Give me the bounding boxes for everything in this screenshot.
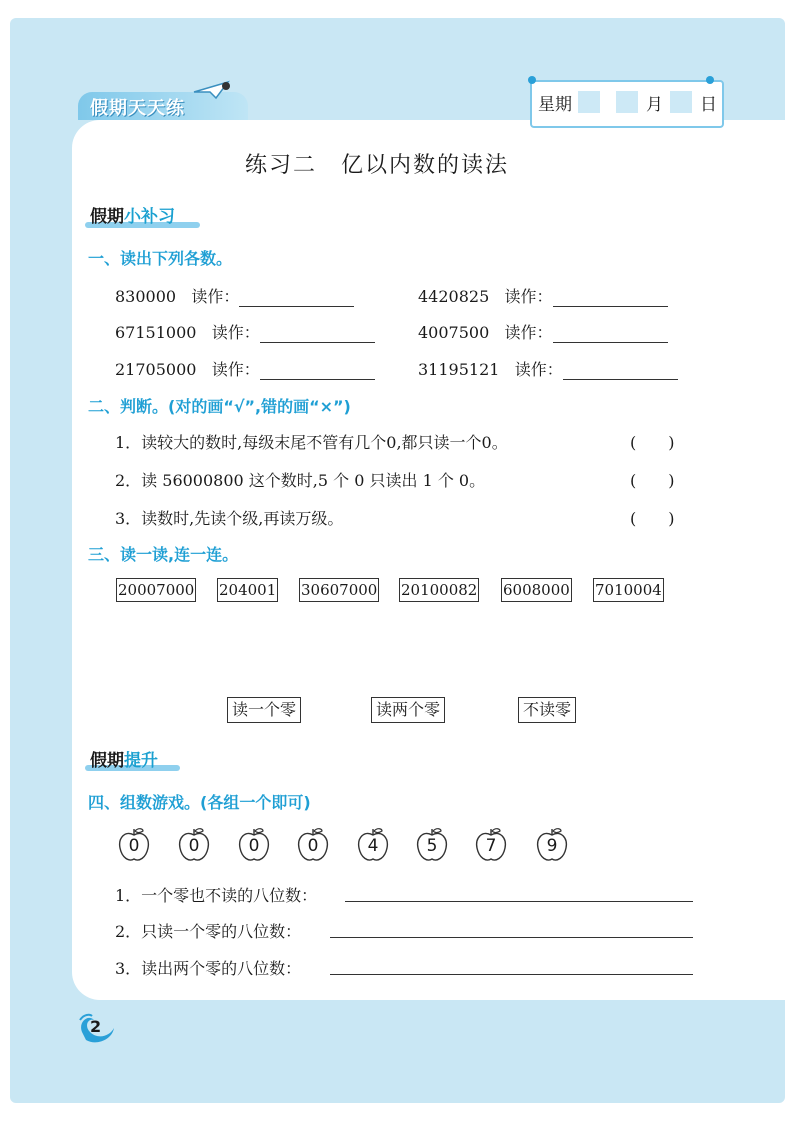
read-label: 读作： (514, 360, 563, 379)
number: 21705000 (115, 360, 197, 379)
read-item (418, 320, 668, 343)
number-box[interactable]: 20100082 (399, 578, 479, 602)
answer-line[interactable] (330, 974, 693, 975)
number: 31195121 (418, 360, 500, 379)
read-label: 读作： (504, 287, 553, 306)
badge-part1: 假期 (90, 751, 124, 771)
question-4-heading: 四、组数游戏。(各组一个即可) (88, 793, 311, 812)
day-field[interactable] (670, 91, 692, 113)
weekday-field[interactable] (578, 91, 600, 113)
read-label: 读作： (211, 323, 260, 342)
reading-box[interactable]: 不读零 (518, 697, 576, 723)
number-box[interactable]: 30607000 (299, 578, 379, 602)
apple-digit: 0 (307, 836, 319, 856)
page-title: 练习二 亿以内数的读法 (245, 153, 510, 178)
pin-icon (528, 76, 536, 84)
answer-paren[interactable]: ( ) (630, 471, 675, 490)
answer-line[interactable] (239, 306, 354, 307)
fill-item: 3．读出两个零的八位数： (115, 959, 302, 978)
answer-line[interactable] (345, 901, 693, 902)
number: 4420825 (418, 287, 490, 306)
answer-line[interactable] (330, 937, 693, 938)
read-item (418, 357, 678, 380)
answer-paren[interactable]: ( ) (630, 509, 675, 528)
answer-line[interactable] (553, 306, 668, 307)
answer-paren[interactable]: ( ) (630, 433, 675, 452)
banner-title: 假期天天练 (90, 98, 185, 119)
read-label: 读作： (191, 287, 240, 306)
judge-item: 2．读 56000800 这个数时,5 个 0 只读出 1 个 0。 (115, 471, 486, 490)
read-item (115, 284, 354, 307)
fill-item: 2．只读一个零的八位数： (115, 922, 302, 941)
apple-digit: 0 (128, 836, 140, 856)
weekday-label: 星期 (538, 95, 572, 115)
read-item (115, 320, 375, 343)
pin-icon (706, 76, 714, 84)
month-field[interactable] (616, 91, 638, 113)
question-1-heading: 一、读出下列各数。 (88, 249, 233, 268)
section-badge-advance (90, 746, 158, 771)
question-3-heading: 三、读一读,连一连。 (88, 545, 239, 564)
number: 67151000 (115, 323, 197, 342)
apple-digit: 7 (485, 836, 497, 856)
section-badge-review (90, 202, 175, 227)
answer-line[interactable] (260, 342, 375, 343)
number-box[interactable]: 204001 (217, 578, 278, 602)
badge-part2: 小补习 (124, 207, 175, 227)
reading-box[interactable]: 读一个零 (227, 697, 301, 723)
reading-box[interactable]: 读两个零 (371, 697, 445, 723)
number-box[interactable]: 6008000 (501, 578, 572, 602)
day-label: 日 (700, 95, 717, 115)
page-number: 2 (90, 1017, 102, 1036)
read-item (418, 284, 668, 307)
fill-item: 1．一个零也不读的八位数： (115, 886, 318, 905)
answer-line[interactable] (563, 379, 678, 380)
badge-part2: 提升 (124, 751, 158, 771)
answer-line[interactable] (553, 342, 668, 343)
number-box[interactable]: 20007000 (116, 578, 196, 602)
judge-item: 1．读较大的数时,每级末尾不管有几个0,都只读一个0。 (115, 433, 508, 452)
apple-digit: 5 (426, 836, 438, 856)
number-box[interactable]: 7010004 (593, 578, 664, 602)
month-label: 月 (646, 95, 663, 115)
read-label: 读作： (504, 323, 553, 342)
answer-line[interactable] (260, 379, 375, 380)
apple-digit: 9 (546, 836, 558, 856)
read-label: 读作： (211, 360, 260, 379)
judge-item: 3．读数时,先读个级,再读万级。 (115, 509, 344, 528)
apple-digit: 0 (188, 836, 200, 856)
apple-digit: 0 (248, 836, 260, 856)
question-2-heading: 二、判断。(对的画“√”,错的画“×”) (88, 397, 351, 416)
paper-plane-icon (192, 78, 232, 102)
number: 830000 (115, 287, 177, 306)
badge-part1: 假期 (90, 207, 124, 227)
apple-digit: 4 (367, 836, 379, 856)
read-item (115, 357, 375, 380)
number: 4007500 (418, 323, 490, 342)
